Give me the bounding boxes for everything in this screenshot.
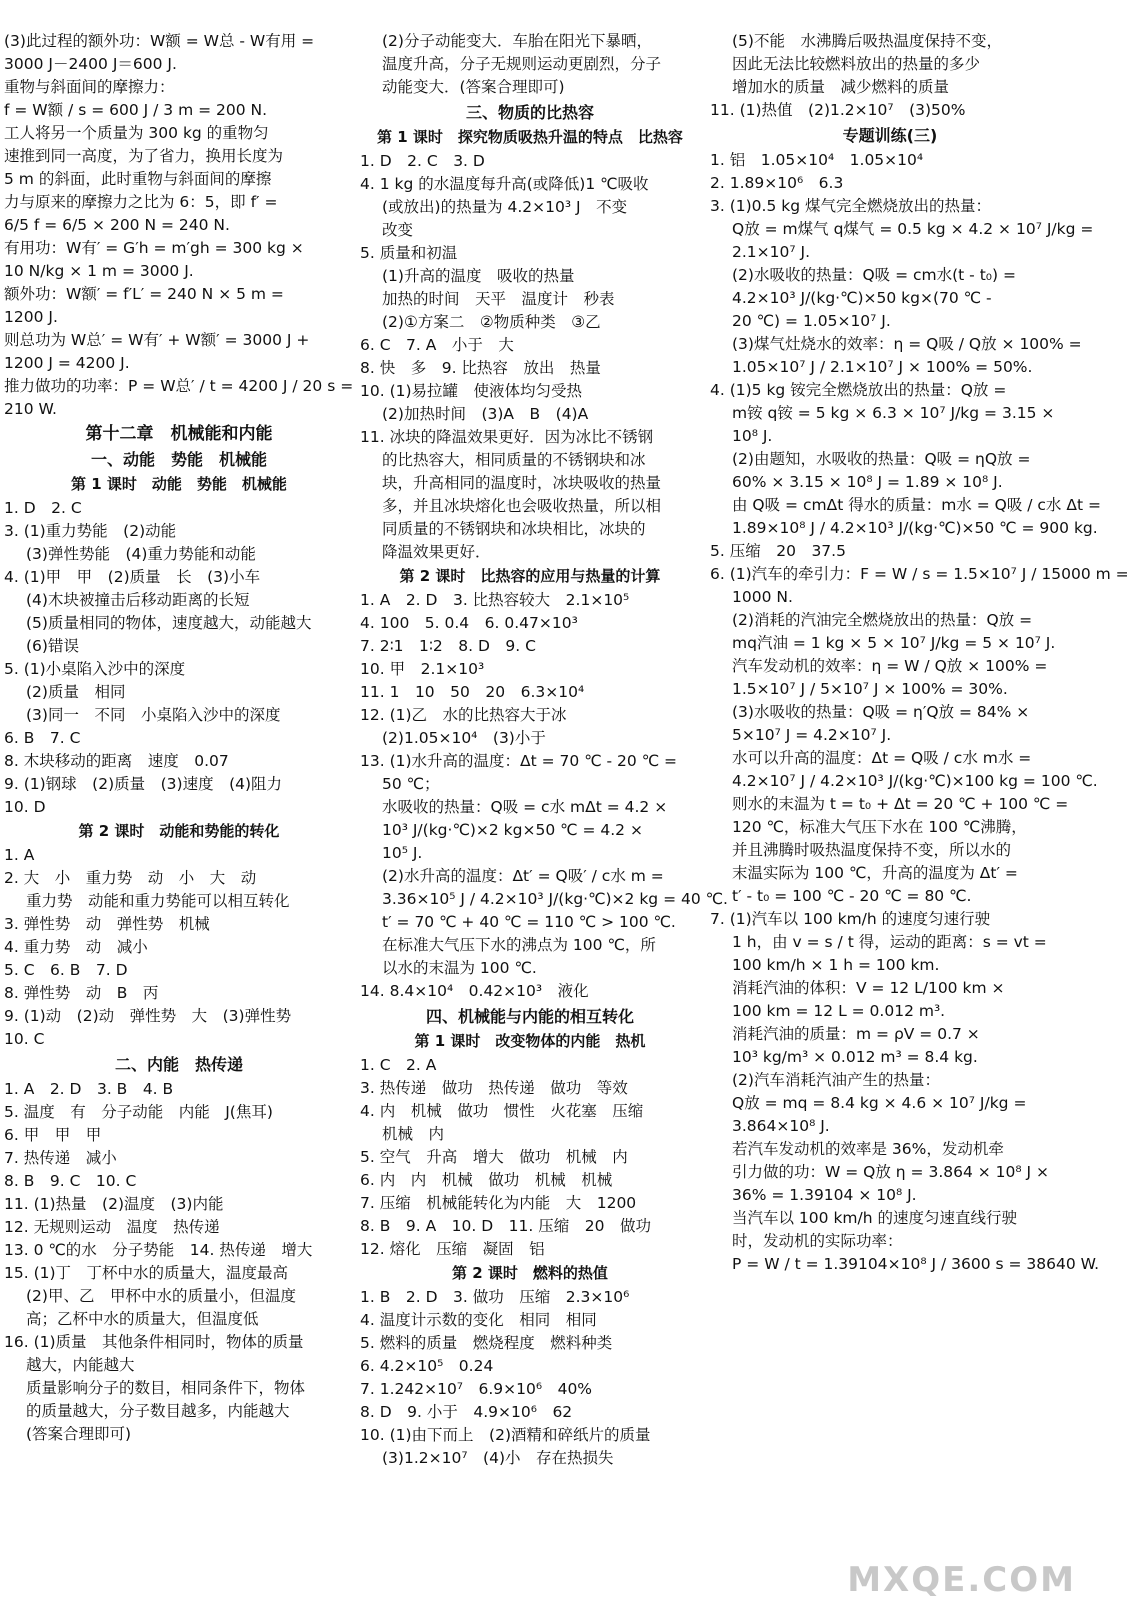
answer-line: 10⁸ J. bbox=[732, 427, 773, 445]
answer-line: (2)加热时间 (3)A B (4)A bbox=[382, 405, 589, 423]
answer-line: 3. 热传递 做功 热传递 做功 等效 bbox=[360, 1079, 628, 1097]
answer-line: 4. 重力势 动 减小 bbox=[4, 938, 148, 956]
answer-line: 3000 J－2400 J＝600 J. bbox=[4, 55, 177, 73]
answer-line: 1. 铝 1.05×10⁴ 1.05×10⁴ bbox=[710, 151, 924, 169]
answer-line: 机械 内 bbox=[382, 1125, 445, 1143]
answer-line: (2)甲、乙 甲杯中水的质量小，但温度 bbox=[26, 1287, 296, 1305]
answer-line: 5. 压缩 20 37.5 bbox=[710, 542, 846, 560]
answer-line: 3. 弹性势 动 弹性势 机械 bbox=[4, 915, 210, 933]
answer-line: (3)此过程的额外功：W额 = W总 - W有用 = bbox=[4, 32, 315, 50]
answer-line: f = W额 / s = 600 J / 3 m = 200 N. bbox=[4, 101, 268, 119]
section-heading: 二、内能 热传递 bbox=[114, 1055, 243, 1074]
answer-line: 10³ kg/m³ × 0.012 m³ = 8.4 kg. bbox=[732, 1048, 978, 1066]
answer-line: (2)①方案二 ②物质种类 ③乙 bbox=[382, 313, 601, 331]
answer-line: 的质量越大，分子数目越多，内能越大 bbox=[26, 1402, 290, 1420]
answer-line: mq汽油 = 1 kg × 5 × 10⁷ J/kg = 5 × 10⁷ J. bbox=[732, 634, 1056, 652]
answer-line: 11. (1)热量 (2)温度 (3)内能 bbox=[4, 1195, 224, 1213]
answer-line: 12. 熔化 压缩 凝固 铝 bbox=[360, 1240, 545, 1258]
answer-line: 5. 温度 有 分子动能 内能 J(焦耳) bbox=[4, 1103, 273, 1121]
section-heading: 四、机械能与内能的相互转化 bbox=[425, 1007, 634, 1026]
answer-line: 6. (1)汽车的牵引力：F = W / s = 1.5×10⁷ J / 15000 m = bbox=[710, 565, 1129, 583]
answer-line: 1200 J. bbox=[4, 308, 58, 326]
answer-line: 若汽车发动机的效率是 36%，发动机牵 bbox=[732, 1140, 1004, 1158]
answer-line: 15. (1)丁 丁杯中水的质量大，温度最高 bbox=[4, 1264, 289, 1282]
answer-line: 7. 2∶1 1∶2 8. D 9. C bbox=[360, 637, 536, 655]
answer-line: (3)1.2×10⁷ (4)小 存在热损失 bbox=[382, 1449, 614, 1467]
answer-line: 高；乙杯中水的质量大，但温度低 bbox=[26, 1310, 259, 1328]
answer-line: 加热的时间 天平 温度计 秒表 bbox=[382, 290, 615, 308]
answer-line: (2)分子动能变大．车胎在阳光下暴晒， bbox=[382, 32, 652, 50]
answer-line: 5. (1)小桌陷入沙中的深度 bbox=[4, 660, 186, 678]
answer-line: 1. D 2. C 3. D bbox=[360, 152, 485, 170]
answer-line: 100 km = 12 L = 0.012 m³. bbox=[732, 1002, 946, 1020]
answer-line: 4. 温度计示数的变化 相同 相同 bbox=[360, 1311, 597, 1329]
answer-line: 当汽车以 100 km/h 的速度匀速直线行驶 bbox=[732, 1209, 1017, 1227]
answer-line: 有用功：W有′ = G′h = m′gh = 300 kg × bbox=[4, 239, 304, 257]
answer-line: 降温效果更好． bbox=[382, 543, 491, 561]
answer-line: 13. 0 ℃的水 分子势能 14. 热传递 增大 bbox=[4, 1241, 313, 1259]
answer-line: 1. C 2. A bbox=[360, 1056, 437, 1074]
answer-line: 7. (1)汽车以 100 km/h 的速度匀速行驶 bbox=[710, 910, 991, 928]
answer-line: 5. C 6. B 7. D bbox=[4, 961, 128, 979]
section-heading: 第 2 课时 动能和势能的转化 bbox=[78, 822, 280, 840]
answer-line: Q放 = mq = 8.4 kg × 4.6 × 10⁷ J/kg = bbox=[732, 1094, 1027, 1112]
answer-line: 力与原来的摩擦力之比为 6：5，即 f′ = bbox=[4, 193, 278, 211]
answer-line: 质量影响分子的数目，相同条件下，物体 bbox=[26, 1379, 306, 1397]
answer-line: 在标准大气压下水的沸点为 100 ℃，所 bbox=[382, 936, 656, 954]
answer-line: (1)升高的温度 吸收的热量 bbox=[382, 267, 575, 285]
answer-line: 2.1×10⁷ J. bbox=[732, 243, 810, 261]
answer-line: 汽车发动机的效率：η = W / Q放 × 100% = bbox=[732, 657, 1048, 675]
answer-line: 1 h，由 v = s / t 得，运动的距离：s = vt = bbox=[732, 933, 1047, 951]
answer-line: 9. (1)钢球 (2)质量 (3)速度 (4)阻力 bbox=[4, 775, 283, 793]
answer-line: 8. B 9. A 10. D 11. 压缩 20 做功 bbox=[360, 1217, 651, 1235]
answer-line: 4. 内 机械 做功 惯性 火花塞 压缩 bbox=[360, 1102, 644, 1120]
answer-line: 消耗汽油的质量：m = ρV = 0.7 × bbox=[732, 1025, 980, 1043]
answer-line: 因此无法比较燃料放出的热量的多少 bbox=[732, 55, 981, 73]
answer-line: 8. 木块移动的距离 速度 0.07 bbox=[4, 752, 229, 770]
answer-line: t′ - t₀ = 100 ℃ - 20 ℃ = 80 ℃. bbox=[732, 887, 972, 905]
answer-line: 20 ℃) = 1.05×10⁷ J. bbox=[732, 312, 891, 330]
answer-line: 3. (1)重力势能 (2)动能 bbox=[4, 522, 177, 540]
answer-line: 16. (1)质量 其他条件相同时，物体的质量 bbox=[4, 1333, 304, 1351]
answer-line: 6/5 f = 6/5 × 200 N = 240 N. bbox=[4, 216, 230, 234]
section-heading: 第 1 课时 改变物体的内能 热机 bbox=[414, 1032, 646, 1050]
answer-line: 120 ℃，标准大气压下水在 100 ℃沸腾， bbox=[732, 818, 1027, 836]
answer-line: 5. 燃料的质量 燃烧程度 燃料种类 bbox=[360, 1334, 613, 1352]
answer-line: 13. (1)水升高的温度：Δt = 70 ℃ - 20 ℃ = bbox=[360, 752, 678, 770]
answer-line: 1. B 2. D 3. 做功 压缩 2.3×10⁶ bbox=[360, 1288, 630, 1306]
answer-line: 时，发动机的实际功率： bbox=[732, 1232, 903, 1250]
answer-line: 5×10⁷ J = 4.2×10⁷ J. bbox=[732, 726, 892, 744]
answer-line: 12. (1)乙 水的比热容大于冰 bbox=[360, 706, 567, 724]
answer-line: Q放 = m煤气 q煤气 = 0.5 kg × 4.2 × 10⁷ J/kg = bbox=[732, 220, 1094, 238]
answer-line: 10. 甲 2.1×10³ bbox=[360, 660, 485, 678]
section-heading: 第 2 课时 燃料的热值 bbox=[452, 1264, 608, 1282]
column-left bbox=[4, 30, 354, 1446]
answer-line: 4. (1)5 kg 铵完全燃烧放出的热量：Q放 = bbox=[710, 381, 1007, 399]
answer-line: 3. (1)0.5 kg 煤气完全燃烧放出的热量： bbox=[710, 197, 991, 215]
answer-line: 4.2×10⁷ J / 4.2×10³ J/(kg·℃)×100 kg = 100 ℃. bbox=[732, 772, 1098, 790]
answer-line: 消耗汽油的体积：V = 12 L/100 km × bbox=[732, 979, 1005, 997]
answer-line: 1. A 2. D 3. B 4. B bbox=[4, 1080, 174, 1098]
answer-line: 1. A bbox=[4, 846, 35, 864]
answer-line: 9. (1)动 (2)动 弹性势 大 (3)弹性势 bbox=[4, 1007, 292, 1025]
section-heading: 第 2 课时 比热容的应用与热量的计算 bbox=[399, 567, 661, 585]
section-heading: 三、物质的比热容 bbox=[465, 103, 594, 122]
answer-line: 越大，内能越大 bbox=[26, 1356, 135, 1374]
answer-line: 1. A 2. D 3. 比热容较大 2.1×10⁵ bbox=[360, 591, 630, 609]
answer-line: 210 W. bbox=[4, 400, 57, 418]
answer-line: 8. D 9. 小于 4.9×10⁶ 62 bbox=[360, 1403, 573, 1421]
answer-line: 5 m 的斜面，此时重物与斜面间的摩擦 bbox=[4, 170, 272, 188]
answer-line: 重物与斜面间的摩擦力： bbox=[4, 78, 175, 96]
answer-line: 14. 8.4×10⁴ 0.42×10³ 液化 bbox=[360, 982, 589, 1000]
answer-line: 工人将另一个质量为 300 kg 的重物匀 bbox=[4, 124, 269, 142]
answer-line: 引力做的功：W = Q放 η = 3.864 × 10⁸ J × bbox=[732, 1163, 1050, 1181]
watermark-logo: MXQE.COM bbox=[847, 1560, 1076, 1600]
answer-line: 1000 N. bbox=[732, 588, 793, 606]
answer-line: 10⁵ J. bbox=[382, 844, 423, 862]
answer-line: (3)同一 不同 小桌陷入沙中的深度 bbox=[26, 706, 281, 724]
answer-line: (4)木块被撞击后移动距离的长短 bbox=[26, 591, 250, 609]
answer-line: (6)错误 bbox=[26, 637, 79, 655]
answer-line: P = W / t = 1.39104×10⁸ J / 3600 s = 38640 W. bbox=[732, 1255, 1100, 1273]
answer-line: 温度升高，分子无规则运动更剧烈，分子 bbox=[382, 55, 662, 73]
answer-line: 11. 1 10 50 20 6.3×10⁴ bbox=[360, 683, 585, 701]
answer-line: 1.05×10⁷ J / 2.1×10⁷ J × 100% = 50%. bbox=[732, 358, 1033, 376]
answer-line: 则总功为 W总′ = W有′ + W额′ = 3000 J + bbox=[4, 331, 310, 349]
column-right bbox=[710, 30, 1129, 1276]
answer-line: (2)水吸收的热量：Q吸 = cm水(t - t₀) = bbox=[732, 266, 1016, 284]
answer-line: 1.89×10⁸ J / 4.2×10³ J/(kg·℃)×50 ℃ = 900 kg. bbox=[732, 519, 1098, 537]
answer-line: 推力做功的功率：P = W总′ / t = 4200 J / 20 s = bbox=[4, 377, 354, 395]
answer-line: 1. D 2. C bbox=[4, 499, 82, 517]
answer-line: 3.36×10⁵ J / 4.2×10³ J/(kg·℃)×2 kg = 40 ℃. bbox=[382, 890, 728, 908]
answer-line: 5. 质量和初温 bbox=[360, 244, 458, 262]
answer-line: 多，并且冰块熔化也会吸收热量，所以相 bbox=[382, 497, 662, 515]
answer-line: 则水的末温为 t = t₀ + Δt = 20 ℃ + 100 ℃ = bbox=[732, 795, 1069, 813]
answer-line: 6. C 7. A 小于 大 bbox=[360, 336, 514, 354]
answer-line: 10 N/kg × 1 m = 3000 J. bbox=[4, 262, 194, 280]
answer-line: 6. 4.2×10⁵ 0.24 bbox=[360, 1357, 494, 1375]
answer-line: 水可以升高的温度：Δt = Q吸 / c水 m水 = bbox=[732, 749, 1032, 767]
answer-line: 11. (1)热值 (2)1.2×10⁷ (3)50% bbox=[710, 101, 966, 119]
answer-line: (2)汽车消耗汽油产生的热量： bbox=[732, 1071, 940, 1089]
answer-line: 1200 J = 4200 J. bbox=[4, 354, 130, 372]
answer-line: 8. 弹性势 动 B 丙 bbox=[4, 984, 159, 1002]
answer-line: 4. 100 5. 0.4 6. 0.47×10³ bbox=[360, 614, 578, 632]
answer-line: (2)消耗的汽油完全燃烧放出的热量：Q放 = bbox=[732, 611, 1033, 629]
answer-line: 50 ℃； bbox=[382, 775, 440, 793]
section-heading: 第 1 课时 探究物质吸热升温的特点 比热容 bbox=[377, 128, 683, 146]
answer-line: (5)质量相同的物体，速度越大，动能越大 bbox=[26, 614, 312, 632]
answer-line: (或放出)的热量为 4.2×10³ J 不变 bbox=[382, 198, 628, 216]
answer-line: t′ = 70 ℃ + 40 ℃ = 110 ℃ > 100 ℃. bbox=[382, 913, 676, 931]
answer-line: 由 Q吸 = cmΔt 得水的质量：m水 = Q吸 / c水 Δt = bbox=[732, 496, 1101, 514]
answer-line: 2. 1.89×10⁶ 6.3 bbox=[710, 174, 844, 192]
answer-line: 并且沸腾时吸热温度保持不变，所以水的 bbox=[732, 841, 1012, 859]
column-middle bbox=[360, 30, 728, 1470]
section-heading: 一、动能 势能 机械能 bbox=[90, 450, 267, 469]
answer-line: 10. (1)易拉罐 使液体均匀受热 bbox=[360, 382, 583, 400]
answer-line: (2)1.05×10⁴ (3)小于 bbox=[382, 729, 546, 747]
answer-line: 7. 1.242×10⁷ 6.9×10⁶ 40% bbox=[360, 1380, 593, 1398]
answer-line: 速推到同一高度，为了省力，换用长度为 bbox=[4, 147, 284, 165]
answer-line: 10. D bbox=[4, 798, 46, 816]
answer-line: 10. C bbox=[4, 1030, 45, 1048]
answer-line: 同质量的不锈钢块和冰块相比，冰块的 bbox=[382, 520, 646, 538]
answer-line: 重力势 动能和重力势能可以相互转化 bbox=[26, 892, 290, 910]
answer-line: (3)煤气灶烧水的效率：η = Q吸 / Q放 × 100% = bbox=[732, 335, 1082, 353]
answer-line: 改变 bbox=[382, 221, 414, 239]
answer-line: 6. B 7. C bbox=[4, 729, 81, 747]
answer-line: 增加水的质量 减少燃料的质量 bbox=[732, 78, 950, 96]
answer-line: (2)质量 相同 bbox=[26, 683, 126, 701]
answer-line: (5)不能 水沸腾后吸热温度保持不变， bbox=[732, 32, 1002, 50]
answer-line: 的比热容大，相同质量的不锈钢块和冰 bbox=[382, 451, 646, 469]
answer-line: 3.864×10⁸ J. bbox=[732, 1117, 830, 1135]
answer-line: 末温实际为 100 ℃，升高的温度为 Δt′ = bbox=[732, 864, 1018, 882]
answer-line: 4.2×10³ J/(kg·℃)×50 kg×(70 ℃ - bbox=[732, 289, 992, 307]
answer-line: 6. 甲 甲 甲 bbox=[4, 1126, 102, 1144]
answer-line: 2. 大 小 重力势 动 小 大 动 bbox=[4, 869, 257, 887]
answer-line: (答案合理即可) bbox=[26, 1425, 132, 1443]
answer-line: 7. 压缩 机械能转化为内能 大 1200 bbox=[360, 1194, 637, 1212]
answer-line: 10. (1)由下而上 (2)酒精和碎纸片的质量 bbox=[360, 1426, 651, 1444]
answer-line: 7. 热传递 减小 bbox=[4, 1149, 117, 1167]
answer-line: 10³ J/(kg·℃)×2 kg×50 ℃ = 4.2 × bbox=[382, 821, 643, 839]
answer-line: (3)水吸收的热量：Q吸 = η′Q放 = 84% × bbox=[732, 703, 1030, 721]
section-heading: 第 1 课时 动能 势能 机械能 bbox=[71, 475, 287, 493]
section-heading: 专题训练(三) bbox=[842, 126, 938, 145]
answer-line: 8. 快 多 9. 比热容 放出 热量 bbox=[360, 359, 601, 377]
answer-line: (2)水升高的温度：Δt′ = Q吸′ / c水 m = bbox=[382, 867, 664, 885]
answer-line: 60% × 3.15 × 10⁸ J = 1.89 × 10⁸ J. bbox=[732, 473, 1003, 491]
answer-line: 动能变大．(答案合理即可) bbox=[382, 78, 565, 96]
answer-line: (2)由题知，水吸收的热量：Q吸 = ηQ放 = bbox=[732, 450, 1031, 468]
answer-line: 6. 内 内 机械 做功 机械 机械 bbox=[360, 1171, 613, 1189]
answer-line: 11. 冰块的降温效果更好．因为冰比不锈钢 bbox=[360, 428, 654, 446]
answer-line: 4. 1 kg 的水温度每升高(或降低)1 ℃吸收 bbox=[360, 175, 649, 193]
answer-line: 以水的末温为 100 ℃. bbox=[382, 959, 537, 977]
section-heading: 第十二章 机械能和内能 bbox=[85, 424, 273, 444]
answer-line: 额外功：W额′ = f′L′ = 240 N × 5 m = bbox=[4, 285, 284, 303]
answer-line: 100 km/h × 1 h = 100 km. bbox=[732, 956, 940, 974]
answer-line: 36% = 1.39104 × 10⁸ J. bbox=[732, 1186, 917, 1204]
answer-line: 1.5×10⁷ J / 5×10⁷ J × 100% = 30%. bbox=[732, 680, 1008, 698]
answer-line: m铵 q铵 = 5 kg × 6.3 × 10⁷ J/kg = 3.15 × bbox=[732, 404, 1055, 422]
answer-line: 8. B 9. C 10. C bbox=[4, 1172, 137, 1190]
answer-line: 水吸收的热量：Q吸 = c水 mΔt = 4.2 × bbox=[382, 798, 668, 816]
answer-line: (3)弹性势能 (4)重力势能和动能 bbox=[26, 545, 256, 563]
answer-line: 块，升高相同的温度时，冰块吸收的热量 bbox=[382, 474, 662, 492]
answer-line: 5. 空气 升高 增大 做功 机械 内 bbox=[360, 1148, 628, 1166]
answer-line: 12. 无规则运动 温度 热传递 bbox=[4, 1218, 220, 1236]
answer-line: 4. (1)甲 甲 (2)质量 长 (3)小车 bbox=[4, 568, 261, 586]
